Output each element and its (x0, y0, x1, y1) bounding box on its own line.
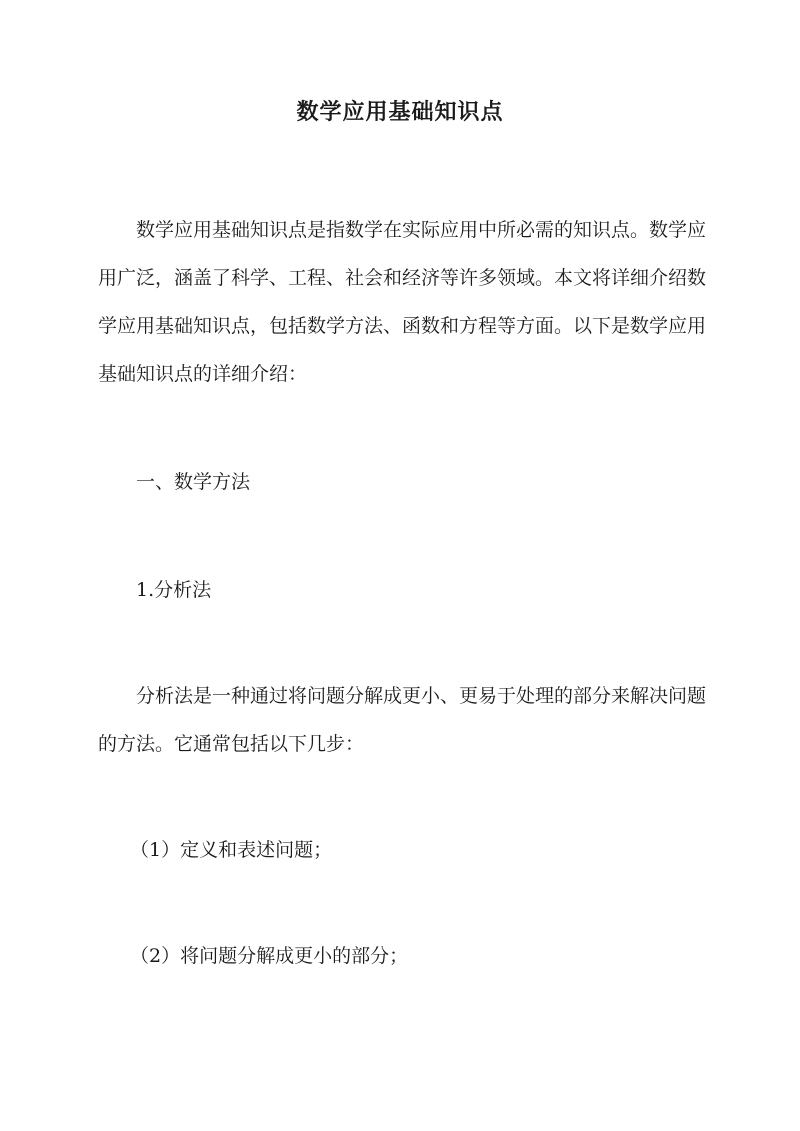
analysis-paragraph (98, 672, 707, 768)
analysis-line-1: 分析法是一种通过将问题分解成更小、更易于处理的部分来解决问题 (136, 685, 707, 707)
intro-line-1: 数学应用基础知识点是指数学在实际应用中所必需的知识点。数学应 (136, 219, 707, 241)
section-heading: 一、数学方法 (136, 471, 251, 493)
analysis-line-2: 的方法。它通常包括以下几步： (98, 733, 365, 755)
step-item: （2）将问题分解成更小的部分； (130, 945, 409, 967)
document-title: 数学应用基础知识点 (296, 99, 504, 125)
intro-paragraph (98, 206, 707, 398)
intro-line-3: 学应用基础知识点，包括数学方法、函数和方程等方面。以下是数学应用 (98, 315, 707, 337)
intro-line-4: 基础知识点的详细介绍： (98, 363, 308, 385)
intro-line-2: 用广泛，涵盖了科学、工程、社会和经济等许多领域。本文将详细介绍数 (98, 267, 707, 289)
step-item: （1）定义和表述问题； (130, 839, 333, 861)
subsection-heading: 1.分析法 (136, 579, 212, 601)
